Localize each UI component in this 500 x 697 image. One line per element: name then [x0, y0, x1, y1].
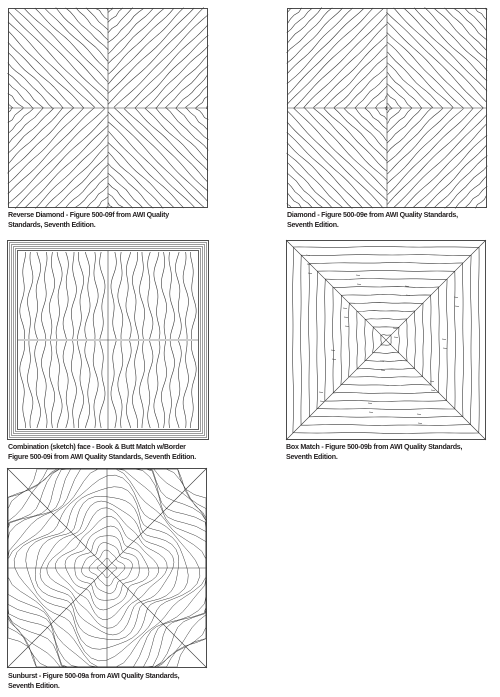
grain-fleck — [331, 350, 335, 351]
grain-line — [340, 295, 341, 385]
grain-line — [357, 311, 415, 312]
combination-face-pattern — [7, 240, 209, 440]
grain-line — [93, 341, 98, 428]
grain-line — [55, 155, 108, 208]
grain-line — [41, 252, 47, 339]
grain-line — [108, 142, 174, 207]
grain-line — [387, 108, 452, 174]
grain-line — [8, 11, 104, 108]
grain-line — [183, 341, 188, 428]
grain-line — [93, 252, 98, 339]
combination-face-caption-line-2: Figure 500-09i from AWI Quality Standards, Seventh Edition. — [8, 452, 196, 461]
grain-line — [445, 8, 487, 51]
grain-line — [365, 86, 387, 108]
grain-line — [96, 196, 108, 208]
combination-face-caption-line-1: Combination (sketch) face - Book & Butt Match w/Border — [8, 443, 186, 451]
grain-line — [111, 341, 116, 428]
grain-line — [124, 109, 208, 192]
grain-line — [96, 8, 109, 19]
grain-line — [106, 8, 107, 10]
grain-line — [324, 108, 387, 171]
grain-line — [35, 252, 41, 339]
grain-line — [183, 252, 188, 339]
grain-line — [293, 247, 294, 433]
grain-line — [140, 252, 145, 339]
grain-line — [387, 104, 392, 109]
grain-line — [455, 271, 456, 409]
grain-line — [118, 252, 123, 339]
grain-line — [355, 108, 386, 141]
grain-line — [145, 108, 208, 171]
grain-line — [325, 401, 447, 402]
grain-line — [394, 8, 487, 102]
grain-line — [35, 341, 41, 428]
grain-line — [287, 8, 312, 33]
grain-fleck — [394, 337, 398, 338]
grain-line — [132, 341, 138, 428]
grain-line — [373, 327, 399, 328]
grain-line — [8, 108, 43, 144]
grain-line — [294, 14, 387, 108]
grain-line — [286, 153, 342, 208]
grain-line — [8, 107, 63, 163]
grain-line — [287, 8, 353, 74]
grain-line — [317, 409, 455, 410]
grain-fleck — [431, 390, 435, 391]
grain-line — [399, 327, 400, 353]
grain-line — [8, 42, 74, 108]
grain-line — [287, 8, 384, 104]
grain-line — [63, 341, 68, 428]
grain-line — [8, 108, 84, 184]
grain-line — [108, 8, 183, 85]
grain-line — [475, 8, 487, 20]
grain-line — [349, 377, 423, 378]
grain-line — [393, 115, 487, 208]
grain-fleck — [369, 412, 373, 413]
grain-line — [349, 302, 423, 303]
grain-line — [156, 108, 208, 161]
grain-line — [71, 252, 76, 339]
grain-line — [287, 132, 363, 208]
grain-line — [287, 8, 333, 53]
grain-line — [434, 156, 487, 208]
grain-fleck — [381, 370, 385, 371]
grain-line — [375, 108, 387, 120]
grain-line — [108, 8, 174, 74]
grain-line — [422, 303, 423, 377]
grain-line — [293, 433, 479, 434]
grain-line — [357, 368, 415, 369]
grain-line — [85, 341, 90, 428]
grain-line — [475, 195, 486, 208]
grain-line — [100, 341, 105, 428]
grain-line — [108, 7, 204, 104]
grain-line — [140, 341, 145, 428]
grain-line — [288, 111, 384, 208]
grain-line — [195, 109, 208, 120]
grain-line — [387, 108, 432, 154]
grain-line — [309, 262, 463, 263]
grain-fleck — [332, 359, 336, 360]
grain-line — [341, 294, 431, 295]
grain-line — [373, 327, 374, 353]
grain-line — [334, 108, 387, 161]
grain-line — [388, 108, 402, 124]
grain-line — [190, 252, 196, 339]
grain-fleck — [308, 273, 312, 274]
grain-line — [465, 8, 487, 30]
grain-line — [387, 109, 464, 184]
grain-fleck — [393, 328, 397, 329]
grain-line — [115, 108, 208, 202]
grain-line — [300, 255, 301, 425]
grain-line — [365, 319, 407, 320]
grain-line — [445, 166, 488, 208]
grain-line — [175, 252, 181, 339]
grain-line — [20, 341, 26, 428]
grain-line — [294, 108, 388, 201]
grain-line — [375, 96, 386, 109]
grain-line — [20, 252, 26, 339]
grain-fleck — [442, 339, 446, 340]
grain-line — [126, 252, 131, 339]
grain-line — [49, 341, 54, 428]
grain-line — [387, 108, 412, 133]
grain-line — [381, 344, 391, 345]
grain-fleck — [405, 286, 409, 287]
grain-line — [9, 31, 84, 108]
grain-line — [349, 303, 350, 377]
grain-line — [35, 135, 107, 209]
grain-line — [381, 335, 382, 345]
grain-line — [287, 142, 352, 208]
grain-line — [404, 124, 487, 208]
grain-line — [185, 86, 207, 108]
grain-line — [316, 271, 317, 409]
diamond-caption — [287, 211, 458, 230]
grain-line — [470, 255, 471, 425]
sunburst-caption-line-2: Seventh Edition. — [8, 681, 60, 690]
grain-line — [446, 279, 447, 401]
grain-line — [78, 252, 84, 339]
grain-line — [169, 252, 175, 339]
grain-line — [108, 173, 143, 208]
grain-line — [190, 341, 196, 428]
grain-line — [387, 109, 392, 113]
grain-line — [317, 270, 455, 271]
grain-fleck — [455, 306, 459, 307]
grain-line — [365, 108, 388, 130]
grain-line — [45, 145, 108, 208]
grain-line — [332, 287, 333, 393]
grain-line — [126, 341, 131, 428]
grain-line — [148, 341, 153, 428]
grain-line — [309, 416, 463, 417]
diamond-caption-line-1: Diamond - Figure 500-09e from AWI Quality Standards, — [287, 211, 458, 219]
grain-line — [108, 163, 154, 208]
grain-line — [148, 252, 153, 339]
diamond-caption-line-2: Seventh Edition. — [287, 220, 339, 229]
figure-combination-face — [7, 240, 209, 440]
grain-line — [8, 109, 105, 205]
grain-line — [438, 287, 439, 393]
grain-line — [86, 186, 108, 209]
grain-line — [85, 252, 90, 339]
grain-fleck — [319, 392, 323, 393]
grain-line — [78, 341, 84, 428]
grain-line — [308, 263, 309, 417]
grain-line — [364, 319, 365, 361]
grain-line — [387, 42, 453, 108]
grain-line — [86, 8, 108, 30]
grain-line — [293, 246, 479, 247]
grain-line — [56, 341, 62, 428]
grain-line — [166, 108, 208, 151]
figure-sunburst — [7, 468, 207, 668]
grain-fleck — [344, 317, 348, 318]
grain-fleck — [356, 275, 360, 276]
grain-line — [324, 45, 387, 108]
grain-line — [100, 252, 105, 339]
grain-line — [14, 8, 108, 101]
grain-line — [56, 8, 108, 62]
box-match-caption — [286, 443, 462, 462]
grain-line — [391, 335, 392, 345]
grain-line — [424, 145, 487, 208]
grain-line — [465, 186, 488, 208]
grain-line — [287, 9, 364, 84]
grain-fleck — [418, 423, 422, 424]
grain-line — [132, 252, 138, 339]
grain-line — [175, 341, 181, 428]
grain-line — [414, 311, 415, 369]
reverse-diamond-caption-line-1: Reverse Diamond - Figure 500-09f from AWI Quality — [8, 211, 169, 219]
grain-line — [301, 255, 471, 256]
grain-line — [7, 73, 43, 108]
grain-line — [154, 252, 160, 339]
grain-line — [154, 341, 160, 428]
grain-line — [387, 63, 433, 108]
grain-line — [108, 152, 163, 208]
grain-line — [109, 131, 184, 208]
sunburst-caption — [8, 672, 179, 691]
grain-line — [301, 424, 471, 425]
figure-diamond — [287, 8, 487, 208]
grain-line — [108, 112, 205, 208]
grain-line — [404, 8, 487, 91]
grain-line — [341, 384, 431, 385]
grain-line — [8, 103, 12, 108]
grain-line — [406, 319, 407, 361]
grain-fleck — [357, 284, 361, 285]
grain-line — [71, 341, 76, 428]
grain-line — [41, 341, 47, 428]
grain-line — [125, 25, 208, 108]
grain-line — [108, 8, 144, 42]
grain-line — [114, 15, 208, 108]
grain-line — [304, 24, 387, 108]
grain-line — [381, 335, 391, 336]
grain-line — [161, 252, 166, 339]
grain-line — [56, 252, 62, 339]
grain-line — [373, 353, 399, 354]
grain-line — [28, 252, 33, 339]
grain-line — [196, 96, 208, 108]
grain-line — [8, 83, 33, 108]
grain-line — [333, 287, 439, 288]
grain-line — [357, 311, 358, 369]
grain-line — [325, 279, 326, 401]
grain-line — [333, 392, 439, 393]
grain-fleck — [368, 403, 372, 404]
grain-line — [387, 32, 464, 107]
diamond-pattern — [287, 8, 487, 208]
figure-reverse-diamond — [8, 8, 208, 208]
grain-line — [15, 115, 108, 209]
figure-box-match — [286, 240, 486, 440]
grain-fleck — [417, 414, 421, 415]
reverse-diamond-caption-line-2: Standards, Seventh Edition. — [8, 220, 96, 229]
box-match-caption-line-1: Box Match - Figure 500-09b from AWI Quality Standards, — [286, 443, 463, 451]
grain-line — [334, 56, 388, 108]
grain-line — [108, 183, 133, 208]
grain-line — [325, 279, 447, 280]
grain-line — [387, 108, 483, 205]
reverse-diamond-pattern — [8, 8, 208, 208]
grain-line — [385, 106, 387, 107]
grain-line — [387, 83, 412, 108]
grain-line — [24, 8, 108, 91]
sunburst-caption-line-1: Sunburst - Figure 500-09a from AWI Quality Standards, — [8, 672, 180, 680]
grain-line — [111, 252, 116, 339]
sunburst-pattern — [7, 468, 207, 668]
box-match-pattern — [286, 240, 486, 440]
grain-line — [287, 7, 322, 43]
grain-line — [387, 108, 422, 143]
box-match-caption-line-2: Seventh Edition. — [286, 452, 338, 461]
combination-face-caption — [8, 443, 196, 462]
grain-line — [75, 176, 108, 207]
grain-line — [108, 193, 124, 207]
grain-fleck — [443, 348, 447, 349]
grain-line — [7, 108, 73, 173]
grain-fleck — [430, 381, 434, 382]
grain-line — [387, 108, 443, 163]
grain-line — [108, 8, 153, 54]
grain-line — [108, 8, 133, 33]
grain-line — [365, 360, 407, 361]
grain-line — [431, 295, 432, 385]
grain-fleck — [320, 401, 324, 402]
grain-line — [287, 173, 323, 208]
grain-line — [49, 252, 54, 339]
grain-line — [387, 72, 421, 108]
grain-line — [169, 341, 175, 428]
grain-line — [165, 66, 208, 108]
grain-fleck — [343, 308, 347, 309]
grain-line — [28, 341, 33, 428]
reverse-diamond-caption — [8, 211, 169, 230]
grain-line — [118, 341, 123, 428]
grain-line — [161, 341, 166, 428]
grain-line — [63, 252, 68, 339]
grain-line — [314, 108, 388, 180]
grain-line — [386, 12, 483, 108]
grain-line — [463, 263, 464, 417]
grain-line — [186, 108, 208, 131]
grain-fleck — [345, 326, 349, 327]
grain-line — [8, 63, 53, 109]
grain-line — [45, 8, 108, 71]
grain-line — [478, 247, 479, 433]
